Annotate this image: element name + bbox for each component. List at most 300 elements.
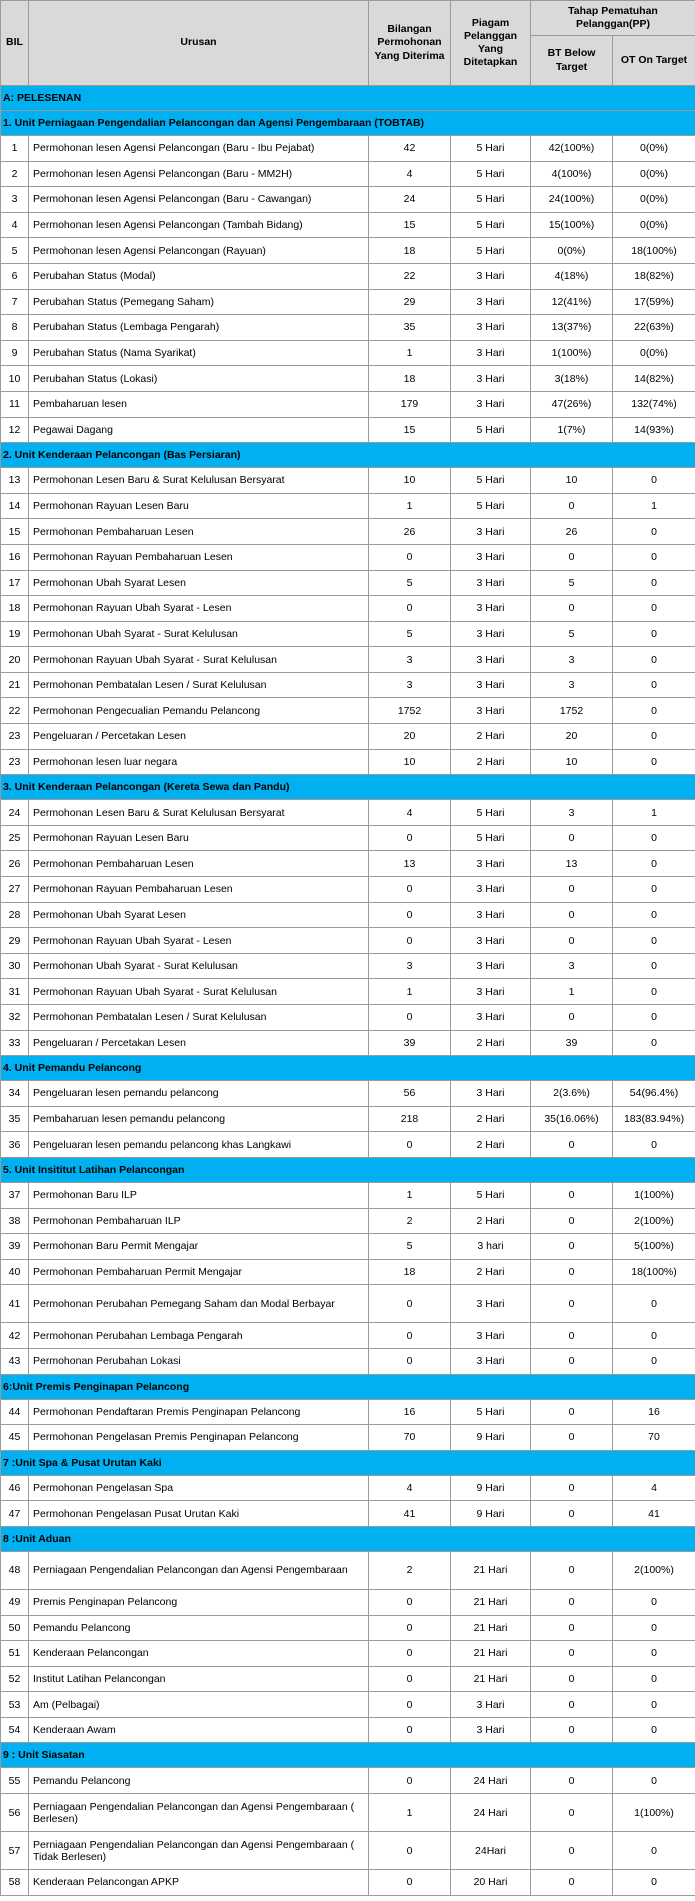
cell-ot: 0 xyxy=(613,621,695,647)
cell-bil: 35 xyxy=(1,1106,29,1132)
cell-diterima: 24 xyxy=(369,187,451,213)
cell-bt: 1752 xyxy=(531,698,613,724)
cell-bil: 26 xyxy=(1,851,29,877)
cell-bil: 29 xyxy=(1,928,29,954)
cell-bt: 13(37%) xyxy=(531,315,613,341)
cell-piagam: 3 Hari xyxy=(451,953,531,979)
cell-diterima: 0 xyxy=(369,1348,451,1374)
cell-piagam: 3 Hari xyxy=(451,928,531,954)
cell-ot: 0 xyxy=(613,1285,695,1323)
cell-urusan: Pembaharuan lesen xyxy=(29,391,369,417)
cell-diterima: 20 xyxy=(369,724,451,750)
cell-piagam: 21 Hari xyxy=(451,1551,531,1589)
cell-ot: 70 xyxy=(613,1425,695,1451)
cell-ot: 0 xyxy=(613,1030,695,1056)
cell-piagam: 5 Hari xyxy=(451,417,531,443)
cell-ot: 4 xyxy=(613,1475,695,1501)
table-row xyxy=(1,672,695,698)
cell-piagam: 3 Hari xyxy=(451,902,531,928)
table-row xyxy=(1,1106,695,1132)
table-row xyxy=(1,1323,695,1349)
cell-bil: 44 xyxy=(1,1399,29,1425)
cell-ot: 17(59%) xyxy=(613,289,695,315)
cell-bil: 21 xyxy=(1,672,29,698)
cell-bil: 31 xyxy=(1,979,29,1005)
cell-ot: 0 xyxy=(613,1615,695,1641)
table-header xyxy=(1,1,695,86)
table-row xyxy=(1,1005,695,1031)
cell-diterima: 4 xyxy=(369,800,451,826)
table-row xyxy=(1,698,695,724)
section-title: 1. Unit Perniagaan Pengendalian Pelancongan dan Agensi Pengembaraan (TOBTAB) xyxy=(1,111,695,136)
cell-bil: 32 xyxy=(1,1005,29,1031)
cell-urusan: Permohonan Perubahan Lembaga Pengarah xyxy=(29,1323,369,1349)
cell-diterima: 2 xyxy=(369,1551,451,1589)
cell-urusan: Permohonan lesen luar negara xyxy=(29,749,369,775)
cell-bil: 58 xyxy=(1,1870,29,1896)
cell-diterima: 4 xyxy=(369,1475,451,1501)
cell-bt: 0(0%) xyxy=(531,238,613,264)
table-row xyxy=(1,468,695,494)
table-row xyxy=(1,391,695,417)
cell-diterima: 0 xyxy=(369,596,451,622)
cell-urusan: Permohonan Pengecualian Pemandu Pelancong xyxy=(29,698,369,724)
cell-ot: 0 xyxy=(613,877,695,903)
cell-diterima: 0 xyxy=(369,928,451,954)
cell-diterima: 56 xyxy=(369,1081,451,1107)
cell-urusan: Permohonan Pembatalan Lesen / Surat Kelulusan xyxy=(29,672,369,698)
cell-urusan: Permohonan lesen Agensi Pelancongan (Rayuan) xyxy=(29,238,369,264)
cell-bt: 12(41%) xyxy=(531,289,613,315)
cell-bt: 3(18%) xyxy=(531,366,613,392)
cell-diterima: 0 xyxy=(369,1132,451,1158)
cell-urusan: Permohonan Lesen Baru & Surat Kelulusan Bersyarat xyxy=(29,800,369,826)
cell-piagam: 3 Hari xyxy=(451,263,531,289)
section-title: 8 :Unit Aduan xyxy=(1,1526,695,1551)
cell-diterima: 0 xyxy=(369,1870,451,1896)
cell-piagam: 21 Hari xyxy=(451,1641,531,1667)
cell-bil: 40 xyxy=(1,1259,29,1285)
cell-urusan: Perubahan Status (Lembaga Pengarah) xyxy=(29,315,369,341)
cell-piagam: 5 Hari xyxy=(451,136,531,162)
section-title: 2. Unit Kenderaan Pelancongan (Bas Persiaran) xyxy=(1,443,695,468)
section-title: 4. Unit Pemandu Pelancong xyxy=(1,1056,695,1081)
table-row xyxy=(1,877,695,903)
cell-bil: 5 xyxy=(1,238,29,264)
cell-ot: 0 xyxy=(613,749,695,775)
cell-bt: 0 xyxy=(531,1615,613,1641)
cell-diterima: 1 xyxy=(369,340,451,366)
cell-urusan: Am (Pelbagai) xyxy=(29,1692,369,1718)
cell-bil: 4 xyxy=(1,212,29,238)
section-title: 9 : Unit Siasatan xyxy=(1,1743,695,1768)
cell-diterima: 1 xyxy=(369,1182,451,1208)
cell-piagam: 9 Hari xyxy=(451,1501,531,1527)
cell-ot: 0 xyxy=(613,1768,695,1794)
cell-diterima: 15 xyxy=(369,212,451,238)
cell-urusan: Pemandu Pelancong xyxy=(29,1615,369,1641)
cell-bil: 41 xyxy=(1,1285,29,1323)
cell-bt: 0 xyxy=(531,493,613,519)
cell-bil: 55 xyxy=(1,1768,29,1794)
cell-urusan: Pengeluaran / Percetakan Lesen xyxy=(29,1030,369,1056)
cell-piagam: 5 Hari xyxy=(451,212,531,238)
cell-bil: 54 xyxy=(1,1717,29,1743)
table-row xyxy=(1,825,695,851)
table-row xyxy=(1,1501,695,1527)
cell-diterima: 3 xyxy=(369,672,451,698)
cell-bt: 35(16.06%) xyxy=(531,1106,613,1132)
table-row xyxy=(1,1832,695,1870)
cell-bt: 0 xyxy=(531,825,613,851)
cell-bil: 27 xyxy=(1,877,29,903)
cell-bil: 13 xyxy=(1,468,29,494)
section-title: 3. Unit Kenderaan Pelancongan (Kereta Sewa dan Pandu) xyxy=(1,775,695,800)
cell-bil: 3 xyxy=(1,187,29,213)
cell-urusan: Kenderaan Pelancongan APKP xyxy=(29,1870,369,1896)
cell-bil: 16 xyxy=(1,544,29,570)
cell-bt: 0 xyxy=(531,1692,613,1718)
cell-diterima: 10 xyxy=(369,468,451,494)
table-row xyxy=(1,340,695,366)
cell-piagam: 3 Hari xyxy=(451,979,531,1005)
cell-urusan: Permohonan Pendaftaran Premis Penginapan Pelancong xyxy=(29,1399,369,1425)
cell-urusan: Permohonan Perubahan Lokasi xyxy=(29,1348,369,1374)
cell-ot: 0 xyxy=(613,570,695,596)
cell-bt: 0 xyxy=(531,1717,613,1743)
cell-piagam: 5 Hari xyxy=(451,238,531,264)
cell-ot: 0 xyxy=(613,519,695,545)
cell-diterima: 26 xyxy=(369,519,451,545)
cell-piagam: 2 Hari xyxy=(451,749,531,775)
cell-diterima: 18 xyxy=(369,1259,451,1285)
cell-piagam: 3 Hari xyxy=(451,544,531,570)
cell-piagam: 3 Hari xyxy=(451,519,531,545)
cell-piagam: 2 Hari xyxy=(451,1030,531,1056)
cell-ot: 1(100%) xyxy=(613,1182,695,1208)
cell-ot: 18(100%) xyxy=(613,1259,695,1285)
table-row xyxy=(1,366,695,392)
cell-urusan: Perubahan Status (Pemegang Saham) xyxy=(29,289,369,315)
table-row xyxy=(1,647,695,673)
section-row xyxy=(1,443,695,468)
cell-bil: 1 xyxy=(1,136,29,162)
cell-ot: 0 xyxy=(613,1692,695,1718)
cell-bt: 20 xyxy=(531,724,613,750)
section-row xyxy=(1,775,695,800)
cell-urusan: Perubahan Status (Modal) xyxy=(29,263,369,289)
cell-piagam: 3 Hari xyxy=(451,1081,531,1107)
table-row xyxy=(1,800,695,826)
cell-piagam: 2 Hari xyxy=(451,724,531,750)
cell-urusan: Permohonan Rayuan Lesen Baru xyxy=(29,825,369,851)
cell-piagam: 2 Hari xyxy=(451,1132,531,1158)
cell-piagam: 5 Hari xyxy=(451,800,531,826)
table-row xyxy=(1,212,695,238)
table-row xyxy=(1,1551,695,1589)
cell-diterima: 0 xyxy=(369,877,451,903)
cell-ot: 0 xyxy=(613,647,695,673)
cell-bt: 0 xyxy=(531,1551,613,1589)
table-row xyxy=(1,1666,695,1692)
table-row xyxy=(1,1589,695,1615)
cell-piagam: 3 Hari xyxy=(451,391,531,417)
cell-diterima: 22 xyxy=(369,263,451,289)
cell-bt: 0 xyxy=(531,1323,613,1349)
table-row xyxy=(1,493,695,519)
cell-bt: 42(100%) xyxy=(531,136,613,162)
cell-ot: 0(0%) xyxy=(613,187,695,213)
cell-diterima: 18 xyxy=(369,238,451,264)
cell-ot: 0 xyxy=(613,698,695,724)
cell-bt: 0 xyxy=(531,1182,613,1208)
cell-urusan: Permohonan lesen Agensi Pelancongan (Baru - Ibu Pejabat) xyxy=(29,136,369,162)
cell-urusan: Permohonan Pembaharuan Lesen xyxy=(29,851,369,877)
cell-bil: 51 xyxy=(1,1641,29,1667)
table-row xyxy=(1,1208,695,1234)
cell-bil: 48 xyxy=(1,1551,29,1589)
cell-urusan: Premis Penginapan Pelancong xyxy=(29,1589,369,1615)
cell-bil: 49 xyxy=(1,1589,29,1615)
cell-bil: 45 xyxy=(1,1425,29,1451)
cell-diterima: 0 xyxy=(369,825,451,851)
cell-ot: 14(82%) xyxy=(613,366,695,392)
cell-piagam: 3 Hari xyxy=(451,877,531,903)
table-row xyxy=(1,953,695,979)
cell-bil: 36 xyxy=(1,1132,29,1158)
cell-diterima: 0 xyxy=(369,1717,451,1743)
header-bil: BIL xyxy=(1,1,29,86)
cell-bt: 0 xyxy=(531,1425,613,1451)
cell-ot: 0(0%) xyxy=(613,340,695,366)
cell-diterima: 29 xyxy=(369,289,451,315)
cell-diterima: 179 xyxy=(369,391,451,417)
cell-diterima: 5 xyxy=(369,1234,451,1260)
section-row xyxy=(1,1450,695,1475)
cell-piagam: 21 Hari xyxy=(451,1615,531,1641)
cell-piagam: 21 Hari xyxy=(451,1666,531,1692)
cell-bil: 8 xyxy=(1,315,29,341)
cell-urusan: Pembaharuan lesen pemandu pelancong xyxy=(29,1106,369,1132)
cell-bt: 10 xyxy=(531,749,613,775)
cell-urusan: Perubahan Status (Nama Syarikat) xyxy=(29,340,369,366)
cell-bil: 22 xyxy=(1,698,29,724)
cell-ot: 0 xyxy=(613,1005,695,1031)
header-tahap: Tahap Pematuhan Pelanggan(PP) xyxy=(531,1,695,36)
cell-diterima: 5 xyxy=(369,570,451,596)
cell-bil: 7 xyxy=(1,289,29,315)
cell-piagam: 3 Hari xyxy=(451,340,531,366)
cell-diterima: 0 xyxy=(369,1323,451,1349)
cell-bil: 30 xyxy=(1,953,29,979)
table-row xyxy=(1,596,695,622)
cell-piagam: 5 Hari xyxy=(451,1399,531,1425)
table-row xyxy=(1,315,695,341)
header-ot: OT On Target xyxy=(613,36,695,86)
header-bt: BT Below Target xyxy=(531,36,613,86)
cell-bt: 0 xyxy=(531,1475,613,1501)
cell-diterima: 0 xyxy=(369,1832,451,1870)
table-row xyxy=(1,519,695,545)
cell-bil: 56 xyxy=(1,1794,29,1832)
section-row xyxy=(1,1157,695,1182)
cell-piagam: 24 Hari xyxy=(451,1768,531,1794)
cell-urusan: Permohonan Rayuan Ubah Syarat - Surat Kelulusan xyxy=(29,647,369,673)
cell-ot: 2(100%) xyxy=(613,1208,695,1234)
cell-diterima: 70 xyxy=(369,1425,451,1451)
cell-piagam: 3 Hari xyxy=(451,1348,531,1374)
cell-bt: 5 xyxy=(531,621,613,647)
cell-ot: 54(96.4%) xyxy=(613,1081,695,1107)
cell-ot: 0 xyxy=(613,672,695,698)
cell-piagam: 3 Hari xyxy=(451,672,531,698)
table-row xyxy=(1,1692,695,1718)
cell-diterima: 42 xyxy=(369,136,451,162)
cell-urusan: Permohonan Baru ILP xyxy=(29,1182,369,1208)
section-row xyxy=(1,86,695,111)
cell-bt: 0 xyxy=(531,1285,613,1323)
table-row xyxy=(1,417,695,443)
cell-bt: 0 xyxy=(531,1348,613,1374)
cell-diterima: 0 xyxy=(369,1666,451,1692)
table-row xyxy=(1,1870,695,1896)
table-row xyxy=(1,289,695,315)
cell-bil: 2 xyxy=(1,161,29,187)
table-body xyxy=(1,86,695,1896)
table-row xyxy=(1,902,695,928)
cell-bil: 23 xyxy=(1,749,29,775)
cell-bil: 9 xyxy=(1,340,29,366)
cell-bt: 1 xyxy=(531,979,613,1005)
cell-bt: 0 xyxy=(531,877,613,903)
cell-piagam: 3 Hari xyxy=(451,289,531,315)
cell-bil: 43 xyxy=(1,1348,29,1374)
cell-ot: 0(0%) xyxy=(613,212,695,238)
table-row xyxy=(1,1132,695,1158)
cell-bil: 18 xyxy=(1,596,29,622)
table-row xyxy=(1,570,695,596)
cell-bil: 28 xyxy=(1,902,29,928)
cell-bil: 53 xyxy=(1,1692,29,1718)
table-row xyxy=(1,136,695,162)
cell-bt: 0 xyxy=(531,1768,613,1794)
cell-diterima: 1 xyxy=(369,1794,451,1832)
cell-diterima: 0 xyxy=(369,1005,451,1031)
cell-bt: 4(18%) xyxy=(531,263,613,289)
table-row xyxy=(1,1348,695,1374)
cell-urusan: Permohonan Pembatalan Lesen / Surat Kelulusan xyxy=(29,1005,369,1031)
cell-diterima: 41 xyxy=(369,1501,451,1527)
cell-urusan: Permohonan Pembaharuan Lesen xyxy=(29,519,369,545)
cell-bt: 3 xyxy=(531,647,613,673)
cell-ot: 0 xyxy=(613,596,695,622)
cell-bt: 0 xyxy=(531,1399,613,1425)
cell-bil: 20 xyxy=(1,647,29,673)
cell-ot: 2(100%) xyxy=(613,1551,695,1589)
cell-bt: 39 xyxy=(531,1030,613,1056)
cell-ot: 18(82%) xyxy=(613,263,695,289)
cell-ot: 5(100%) xyxy=(613,1234,695,1260)
cell-bil: 34 xyxy=(1,1081,29,1107)
cell-urusan: Permohonan Pengelasan Pusat Urutan Kaki xyxy=(29,1501,369,1527)
cell-ot: 18(100%) xyxy=(613,238,695,264)
cell-diterima: 39 xyxy=(369,1030,451,1056)
cell-piagam: 9 Hari xyxy=(451,1475,531,1501)
cell-piagam: 21 Hari xyxy=(451,1589,531,1615)
cell-ot: 0 xyxy=(613,1323,695,1349)
cell-piagam: 2 Hari xyxy=(451,1208,531,1234)
cell-bil: 42 xyxy=(1,1323,29,1349)
table-row xyxy=(1,161,695,187)
cell-urusan: Permohonan Rayuan Ubah Syarat - Surat Kelulusan xyxy=(29,979,369,1005)
cell-urusan: Permohonan Rayuan Ubah Syarat - Lesen xyxy=(29,596,369,622)
cell-bil: 14 xyxy=(1,493,29,519)
cell-piagam: 3 Hari xyxy=(451,1717,531,1743)
cell-bil: 15 xyxy=(1,519,29,545)
cell-piagam: 3 Hari xyxy=(451,1285,531,1323)
cell-piagam: 3 Hari xyxy=(451,851,531,877)
cell-ot: 1 xyxy=(613,493,695,519)
cell-piagam: 20 Hari xyxy=(451,1870,531,1896)
cell-ot: 14(93%) xyxy=(613,417,695,443)
cell-piagam: 5 Hari xyxy=(451,1182,531,1208)
cell-bil: 19 xyxy=(1,621,29,647)
cell-bt: 1(7%) xyxy=(531,417,613,443)
section-row xyxy=(1,1743,695,1768)
cell-diterima: 3 xyxy=(369,953,451,979)
cell-bt: 3 xyxy=(531,953,613,979)
cell-diterima: 0 xyxy=(369,544,451,570)
cell-bil: 23 xyxy=(1,724,29,750)
cell-urusan: Kenderaan Pelancongan xyxy=(29,1641,369,1667)
table-row xyxy=(1,1794,695,1832)
cell-urusan: Permohonan Rayuan Pembaharuan Lesen xyxy=(29,877,369,903)
cell-urusan: Perniagaan Pengendalian Pelancongan dan Agensi Pengembaraan xyxy=(29,1551,369,1589)
table-row xyxy=(1,1399,695,1425)
cell-diterima: 0 xyxy=(369,1768,451,1794)
table-row xyxy=(1,1768,695,1794)
cell-bil: 38 xyxy=(1,1208,29,1234)
cell-urusan: Permohonan Pengelasan Premis Penginapan Pelancong xyxy=(29,1425,369,1451)
section-title: 7 :Unit Spa & Pusat Urutan Kaki xyxy=(1,1450,695,1475)
cell-piagam: 24Hari xyxy=(451,1832,531,1870)
cell-ot: 0 xyxy=(613,1666,695,1692)
cell-urusan: Permohonan Baru Permit Mengajar xyxy=(29,1234,369,1260)
cell-urusan: Permohonan Pengelasan Spa xyxy=(29,1475,369,1501)
cell-piagam: 3 hari xyxy=(451,1234,531,1260)
cell-ot: 0 xyxy=(613,468,695,494)
cell-diterima: 10 xyxy=(369,749,451,775)
cell-bil: 11 xyxy=(1,391,29,417)
cell-piagam: 5 Hari xyxy=(451,825,531,851)
cell-diterima: 2 xyxy=(369,1208,451,1234)
cell-ot: 0 xyxy=(613,902,695,928)
cell-ot: 0 xyxy=(613,953,695,979)
cell-bt: 4(100%) xyxy=(531,161,613,187)
cell-bt: 15(100%) xyxy=(531,212,613,238)
cell-ot: 183(83.94%) xyxy=(613,1106,695,1132)
table-row xyxy=(1,1234,695,1260)
header-piagam: Piagam Pelanggan Yang Ditetapkan xyxy=(451,1,531,86)
cell-bt: 0 xyxy=(531,1589,613,1615)
cell-bt: 26 xyxy=(531,519,613,545)
cell-bil: 6 xyxy=(1,263,29,289)
cell-piagam: 3 Hari xyxy=(451,647,531,673)
cell-diterima: 15 xyxy=(369,417,451,443)
cell-piagam: 5 Hari xyxy=(451,493,531,519)
table-row xyxy=(1,851,695,877)
cell-bt: 0 xyxy=(531,928,613,954)
